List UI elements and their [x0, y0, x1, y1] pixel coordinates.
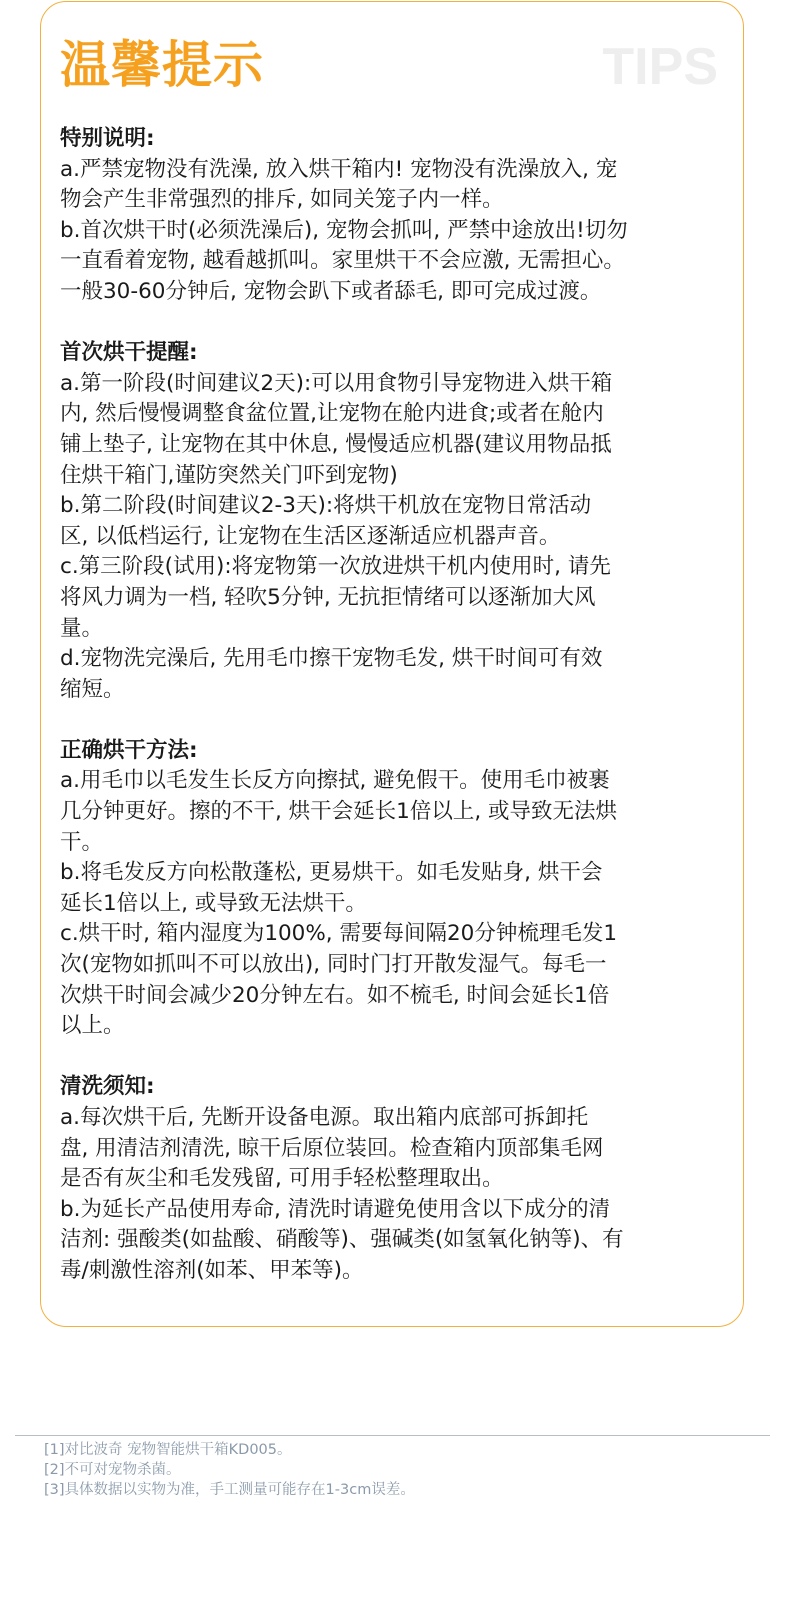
section-line: c.第三阶段(试用):将宠物第一次放进烘干机内使用时, 请先	[60, 554, 611, 580]
section-line: 住烘干箱门,谨防突然关门吓到宠物)	[60, 462, 398, 488]
section-line: 是否有灰尘和毛发残留, 可用手轻松整理取出。	[60, 1166, 504, 1192]
section-line: 量。	[60, 615, 104, 641]
section-line: 延长1倍以上, 或导致无法烘干。	[60, 890, 367, 916]
page-title: 温馨提示	[60, 36, 264, 94]
tips-content	[60, 124, 740, 1317]
section-line: 物会产生非常强烈的排斥, 如同关笼子内一样。	[60, 187, 504, 213]
section-line: a.每次烘干后, 先断开设备电源。取出箱内底部可拆卸托	[60, 1105, 589, 1130]
footnote: [3]具体数据以实物为准，手工测量可能存在1-3cm误差。	[44, 1482, 415, 1498]
section-heading: 正确烘干方法:	[60, 737, 198, 763]
section-line: b.将毛发反方向松散蓬松, 更易烘干。如毛发贴身, 烘干会	[60, 860, 603, 886]
section-line: 以上。	[60, 1013, 125, 1039]
section-line: 次烘干时间会减少20分钟左右。如不梳毛, 时间会延长1倍	[60, 982, 610, 1008]
section-line: 次(宠物如抓叫不可以放出), 同时门打开散发湿气。每毛一	[60, 952, 607, 978]
section-line: b.第二阶段(时间建议2-3天):将烘干机放在宠物日常活动	[60, 493, 592, 519]
section-line: 干。	[60, 829, 104, 855]
footnote: [1]对比波奇 宠物智能烘干箱KD005。	[44, 1442, 292, 1458]
section-line: d.宠物洗完澡后, 先用毛巾擦干宠物毛发, 烘干时间可有效	[60, 646, 603, 672]
section-line: 缩短。	[60, 676, 125, 702]
section-heading: 清洗须知:	[60, 1074, 155, 1100]
section-line: 毒/刺激性溶剂(如苯、甲苯等)。	[60, 1257, 364, 1283]
tips-section	[60, 338, 740, 705]
section-heading: 特别说明:	[60, 126, 155, 151]
section-line: 一直看着宠物, 越看越抓叫。家里烘干不会应激, 无需担心。	[60, 248, 625, 274]
section-line: b.首次烘干时(必须洗澡后), 宠物会抓叫, 严禁中途放出!切勿	[60, 217, 628, 243]
section-line: 铺上垫子, 让宠物在其中休息, 慢慢适应机器(建议用物品抵	[60, 431, 612, 457]
section-line: b.为延长产品使用寿命, 清洗时请避免使用含以下成分的清	[60, 1196, 611, 1222]
tips-section	[60, 736, 740, 1042]
footnotes	[44, 1440, 415, 1500]
divider	[15, 1435, 770, 1436]
section-line: 一般30-60分钟后, 宠物会趴下或者舔毛, 即可完成过渡。	[60, 278, 602, 304]
section-line: 将风力调为一档, 轻吹5分钟, 无抗拒情绪可以逐渐加大风	[60, 584, 596, 610]
section-heading: 首次烘干提醒:	[60, 340, 198, 366]
section-line: c.烘干时, 箱内湿度为100%, 需要每间隔20分钟梳理毛发1	[60, 921, 617, 947]
tips-section	[60, 124, 740, 308]
tips-watermark: TIPS	[602, 38, 718, 96]
tips-section	[60, 1072, 740, 1286]
footnote: [2]不可对宠物杀菌。	[44, 1462, 181, 1478]
section-line: a.用毛巾以毛发生长反方向擦拭, 避免假干。使用毛巾被裹	[60, 768, 610, 794]
section-line: a.严禁宠物没有洗澡, 放入烘干箱内! 宠物没有洗澡放入, 宠	[60, 156, 618, 182]
section-line: 内, 然后慢慢调整食盆位置,让宠物在舱内进食;或者在舱内	[60, 401, 604, 427]
section-line: 几分钟更好。擦的不干, 烘干会延长1倍以上, 或导致无法烘	[60, 799, 618, 825]
section-line: 区, 以低档运行, 让宠物在生活区逐渐适应机器声音。	[60, 523, 561, 549]
section-line: 盘, 用清洁剂清洗, 晾干后原位装回。检查箱内顶部集毛网	[60, 1135, 604, 1161]
section-line: a.第一阶段(时间建议2天):可以用食物引导宠物进入烘干箱	[60, 370, 613, 396]
section-line: 洁剂: 强酸类(如盐酸、硝酸等)、强碱类(如氢氧化钠等)、有	[60, 1227, 624, 1253]
